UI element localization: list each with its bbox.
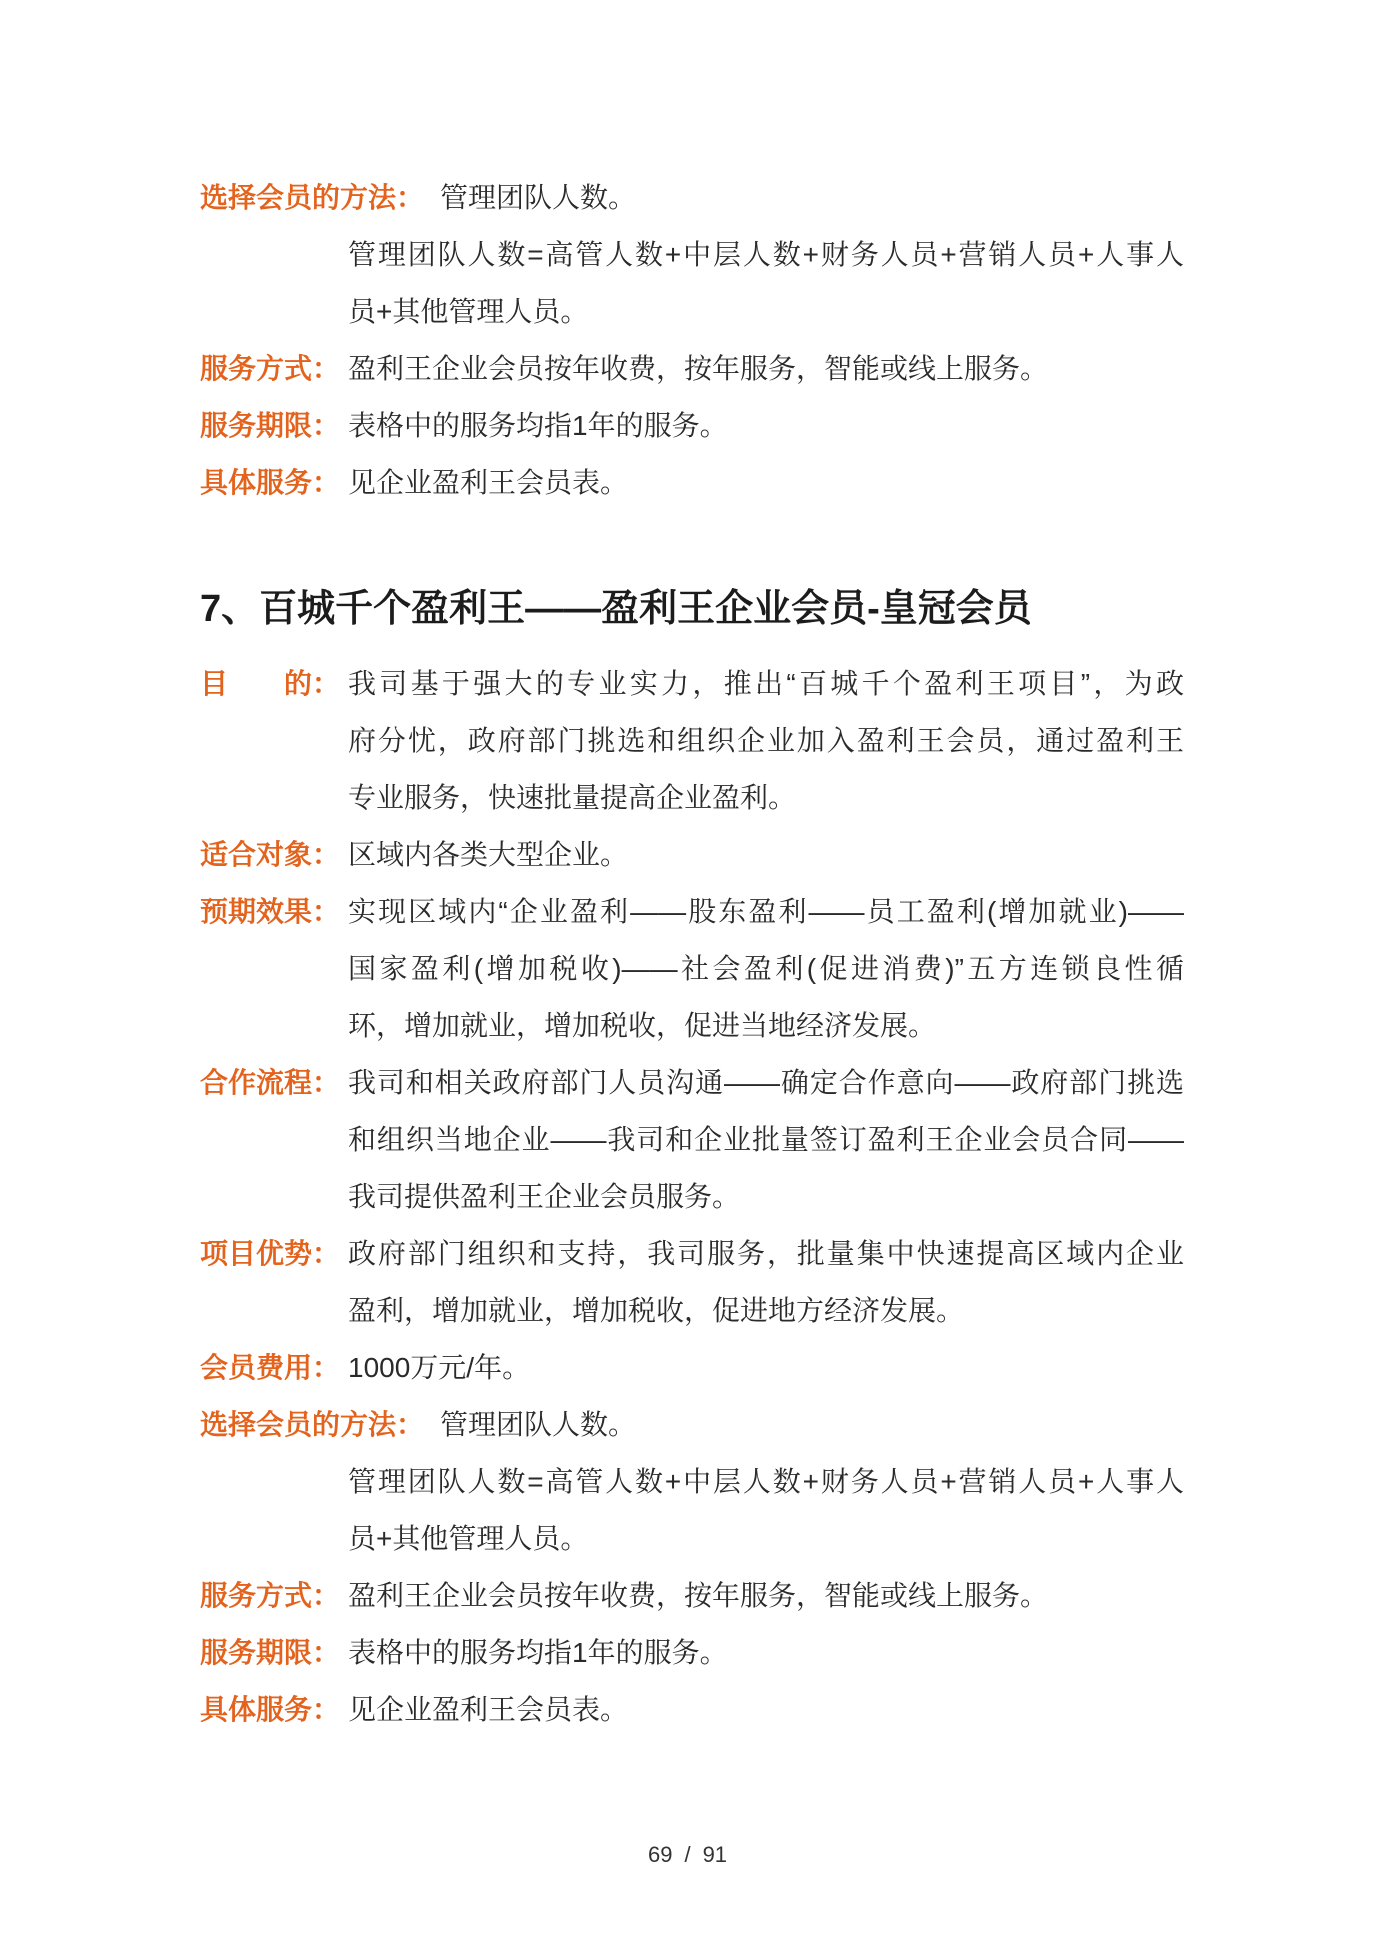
- process-line: 我司提供盈利王企业会员服务。: [348, 1181, 741, 1212]
- label-spacer: [200, 226, 348, 283]
- specific-service-text: 见企业盈利王会员表。: [348, 467, 629, 498]
- service-term-text: 表格中的服务均指1年的服务。: [348, 410, 728, 441]
- specific-service-label: 具体服务：: [200, 1694, 341, 1725]
- specific-service-row: [200, 1681, 1184, 1738]
- specific-service-label: 具体服务：: [200, 467, 341, 498]
- member-selection-method-text: 管理团队人数。: [440, 182, 637, 213]
- service-term-text: 表格中的服务均指1年的服务。: [348, 1637, 728, 1668]
- document-body: [200, 169, 1184, 1738]
- service-mode-text: 盈利王企业会员按年收费，按年服务，智能或线上服务。: [348, 1580, 1049, 1611]
- member-selection-method-label: 选择会员的方法：: [200, 1409, 425, 1440]
- advantage-label: 项目优势：: [200, 1238, 341, 1269]
- total-pages: 91: [702, 1842, 728, 1867]
- specific-service-row: [200, 454, 1184, 511]
- target-line: 区域内各类大型企业。: [348, 839, 629, 870]
- target-label: 适合对象：: [200, 839, 341, 870]
- purpose-line: 专业服务，快速批量提高企业盈利。: [348, 782, 797, 813]
- formula-line: 员+其他管理人员。: [348, 1523, 589, 1554]
- page-separator: /: [684, 1842, 691, 1867]
- purpose-row: [200, 655, 1184, 826]
- effect-row: [200, 883, 1184, 1054]
- purpose-label: 目 的：: [200, 668, 341, 699]
- formula-row: [200, 226, 1184, 340]
- formula-row: [200, 1453, 1184, 1567]
- service-term-row: [200, 397, 1184, 454]
- specific-service-text: 见企业盈利王会员表。: [348, 1694, 629, 1725]
- service-mode-label: 服务方式：: [200, 1580, 341, 1611]
- current-page: 69: [647, 1842, 673, 1867]
- service-mode-row: [200, 1567, 1184, 1624]
- service-term-label: 服务期限：: [200, 410, 341, 441]
- member-selection-method-label: 选择会员的方法：: [200, 182, 425, 213]
- service-mode-row: [200, 340, 1184, 397]
- member-selection-method-text: 管理团队人数。: [440, 1409, 637, 1440]
- fee-label: 会员费用：: [200, 1352, 341, 1383]
- effect-label: 预期效果：: [200, 896, 341, 927]
- fee-line: 1000万元/年。: [348, 1352, 531, 1383]
- target-row: [200, 826, 1184, 883]
- process-label: 合作流程：: [200, 1067, 341, 1098]
- member-selection-method-row: [200, 1396, 1184, 1453]
- fee-row: [200, 1339, 1184, 1396]
- advantage-line: 盈利，增加就业，增加税收，促进地方经济发展。: [348, 1295, 965, 1326]
- purpose-line: 府分忧，政府部门挑选和组织企业加入盈利王会员，通过盈利王: [348, 725, 1184, 756]
- member-selection-method-row: [200, 169, 1184, 226]
- service-term-label: 服务期限：: [200, 1637, 341, 1668]
- purpose-line: 我司基于强大的专业实力，推出“百城千个盈利王项目”，为政: [348, 668, 1184, 699]
- formula-line: 管理团队人数=高管人数+中层人数+财务人员+营销人员+人事人: [348, 1466, 1184, 1497]
- service-term-row: [200, 1624, 1184, 1681]
- advantage-line: 政府部门组织和支持，我司服务，批量集中快速提高区域内企业: [348, 1238, 1184, 1269]
- process-line: 我司和相关政府部门人员沟通——确定合作意向——政府部门挑选: [348, 1067, 1184, 1098]
- effect-line: 环，增加就业，增加税收，促进当地经济发展。: [348, 1010, 937, 1041]
- advantage-row: [200, 1225, 1184, 1339]
- process-row: [200, 1054, 1184, 1225]
- service-mode-text: 盈利王企业会员按年收费，按年服务，智能或线上服务。: [348, 353, 1049, 384]
- formula-line: 管理团队人数=高管人数+中层人数+财务人员+营销人员+人事人: [348, 239, 1184, 270]
- effect-line: 国家盈利(增加税收)——社会盈利(促进消费)”五方连锁良性循: [348, 953, 1184, 984]
- process-line: 和组织当地企业——我司和企业批量签订盈利王企业会员合同——: [348, 1124, 1184, 1155]
- page-number: [0, 1840, 1375, 1870]
- formula-line: 员+其他管理人员。: [348, 296, 589, 327]
- effect-line: 实现区域内“企业盈利——股东盈利——员工盈利(增加就业)——: [348, 896, 1184, 927]
- service-mode-label: 服务方式：: [200, 353, 341, 384]
- label-spacer: [200, 1453, 348, 1510]
- section-heading: 7、百城千个盈利王——盈利王企业会员-皇冠会员: [200, 588, 1032, 630]
